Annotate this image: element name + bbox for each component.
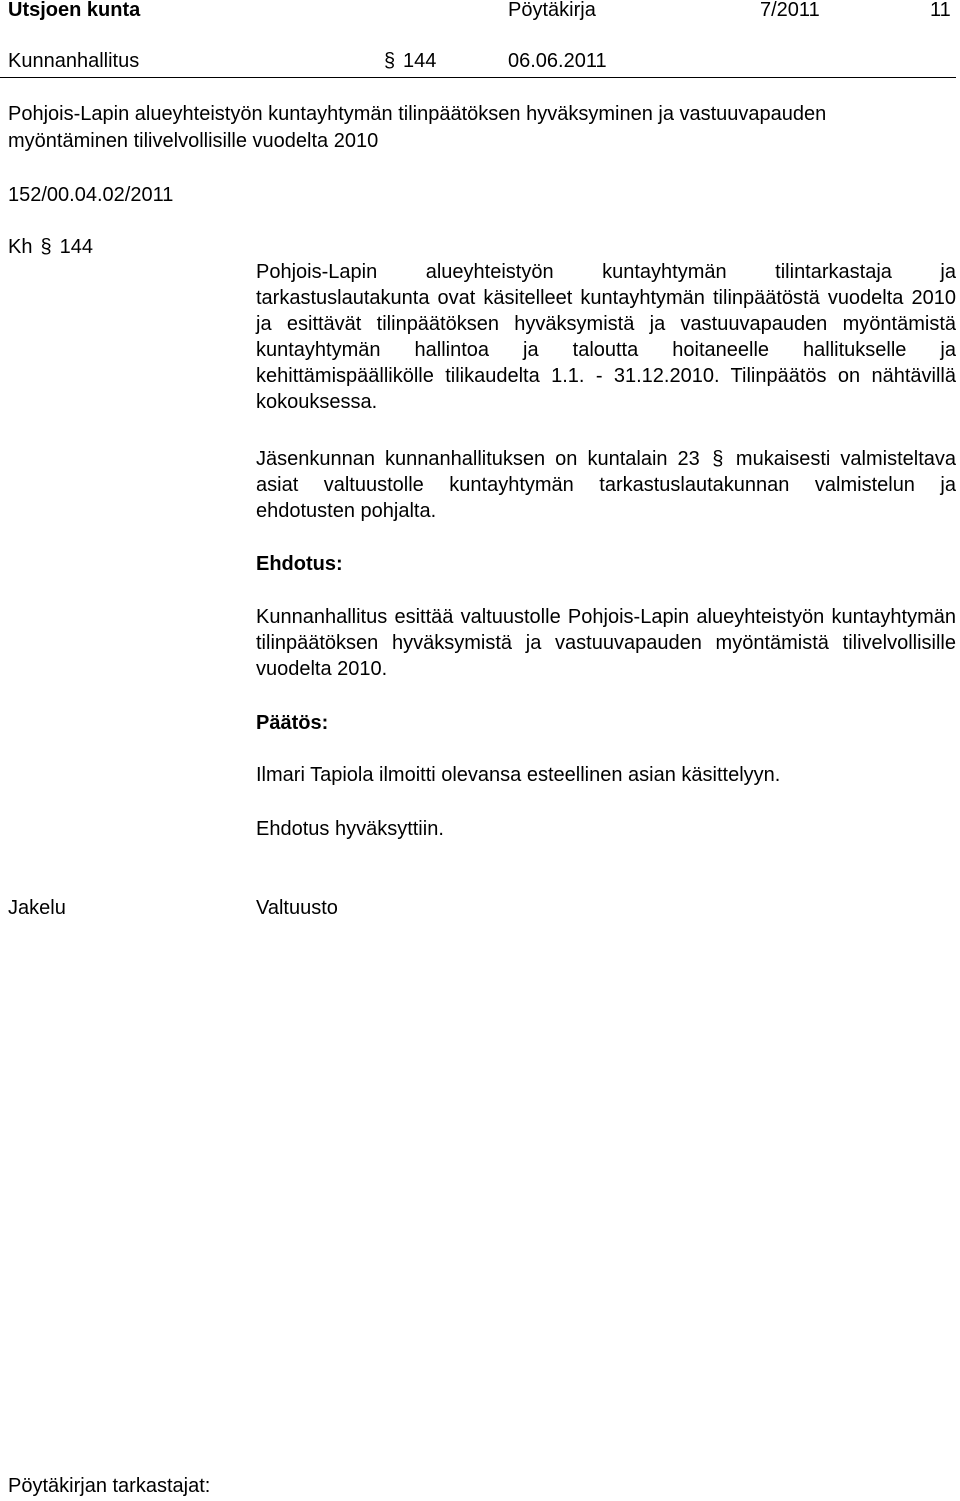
decision-line-1: Ilmari Tapiola ilmoitti olevansa esteellinen asian käsittelyyn. (256, 764, 781, 786)
paragraph-preparation-start: Jäsenkunnan kunnanhallituksen on kuntalain 23 (256, 448, 700, 470)
section-number: 144 (403, 50, 437, 72)
header-divider (0, 77, 956, 78)
proposal-text: Kunnanhallitus esittää valtuustolle Pohjois-Lapin alueyhteistyön kuntayhtymän tilinpäätöksen hyväksymistä ja vastuuvapauden myöntämistä tilivelvollisille vuodelta 2010. (256, 606, 956, 680)
kh-label: Kh (8, 236, 33, 258)
paragraph-background: Pohjois-Lapin alueyhteistyön kuntayhtymän tilintarkastaja ja tarkastuslautakunta ovat käsitelleet kuntayhtymän tilinpäätöstä vuodelta 2010 ja esittävät tilinpäätöksen hyväksymistä ja vastuuvapauden myöntämistä kuntayhtymän hallintoa ja taloutta hoitaneelle hallitukselle ja kehittämispäällikölle tilikaudelta 1.1. - 31.12.2010. Tilinpäätös on nähtävillä kokouksessa. (256, 261, 956, 413)
decision-line-2: Ehdotus hyväksyttiin. (256, 818, 444, 840)
page-number: 11 (930, 0, 951, 21)
document-number: 7/2011 (760, 0, 820, 21)
title-line-1: Pohjois-Lapin alueyhteistyön kuntayhtymän tilinpäätöksen hyväksyminen ja vastuuvapauden (8, 103, 827, 125)
distribution-label: Jakelu (8, 897, 66, 919)
municipality-name: Utsjoen kunta (8, 0, 141, 21)
reference-number: 152/00.04.02/2011 (8, 184, 174, 206)
decision-heading: Päätös: (256, 712, 329, 734)
distribution-value: Valtuusto (256, 897, 338, 919)
kh-section-symbol: § (40, 236, 52, 258)
kh-section-label (8, 234, 93, 260)
kh-section-number: 144 (59, 236, 93, 258)
title-line-2: myöntäminen tilivelvollisille vuodelta 2010 (8, 130, 379, 152)
footer-reviewers: Pöytäkirjan tarkastajat: (8, 1475, 211, 1497)
paragraph-section-symbol: § (712, 448, 724, 470)
paragraph-preparation-end: mukaisesti valmisteltava asiat valtuustolle kuntayhtymän tarkastuslautakunnan valmistelun ja ehdotusten pohjalta. (256, 448, 957, 522)
section-symbol: § (384, 50, 396, 72)
paragraph-preparation (256, 446, 956, 524)
meeting-date: 06.06.2011 (508, 50, 607, 72)
proposal-heading: Ehdotus: (256, 553, 343, 575)
document-type: Pöytäkirja (508, 0, 596, 21)
meeting-body: Kunnanhallitus (8, 50, 140, 72)
